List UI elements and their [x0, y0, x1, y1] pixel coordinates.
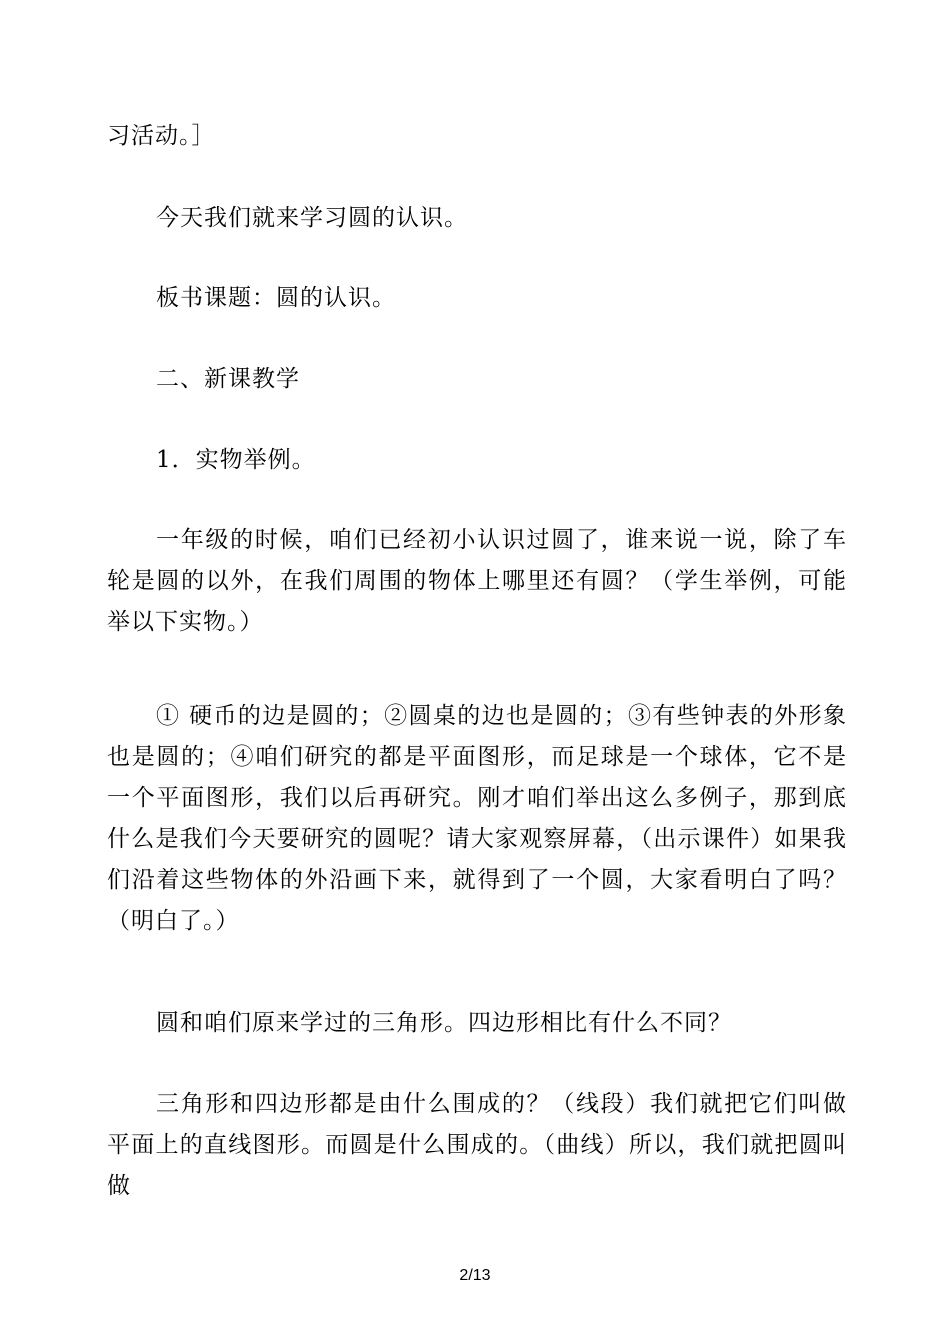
- paragraph-compare-shapes: 圆和咱们原来学过的三角形。四边形相比有什么不同？: [156, 1010, 732, 1036]
- paragraph-continuation: 习活动。］: [107, 123, 216, 149]
- paragraph-today-topic: 今天我们就来学习圆的认识。: [156, 205, 468, 231]
- paragraph-examples-list: ① 硬币的边是圆的；②圆桌的边也是圆的；③有些钟表的外形象也是圆的；④咱们研究的都是平面图形，而足球是一个球体，它不是一个平面图形，我们以后再研究。刚才咱们举出这么多例子，那到底什么是我们今天要研究的圆呢？请大家观察屏幕，（出示课件）如果我们沿着这些物体的外沿画下来，就得到了一个圆，大家看明白了吗？（明白了。）: [107, 703, 847, 934]
- subheading-real-examples: 1．实物举例。: [156, 447, 316, 473]
- page-number: 2/13: [459, 1267, 491, 1284]
- paragraph-straight-curve: 三角形和四边形都是由什么围成的？（线段）我们就把它们叫做平面上的直线图形。而圆是什么围成的。（曲线）所以，我们就把圆叫做: [107, 1091, 847, 1199]
- paragraph-board-title: 板书课题：圆的认识。: [156, 285, 396, 311]
- paragraph-first-grade: 一年级的时候，咱们已经初小认识过圆了，谁来说一说，除了车轮是圆的以外，在我们周围的物体上哪里还有圆？（学生举例，可能举以下实物。）: [107, 527, 847, 635]
- section-heading-new-lesson: 二、新课教学: [156, 366, 300, 392]
